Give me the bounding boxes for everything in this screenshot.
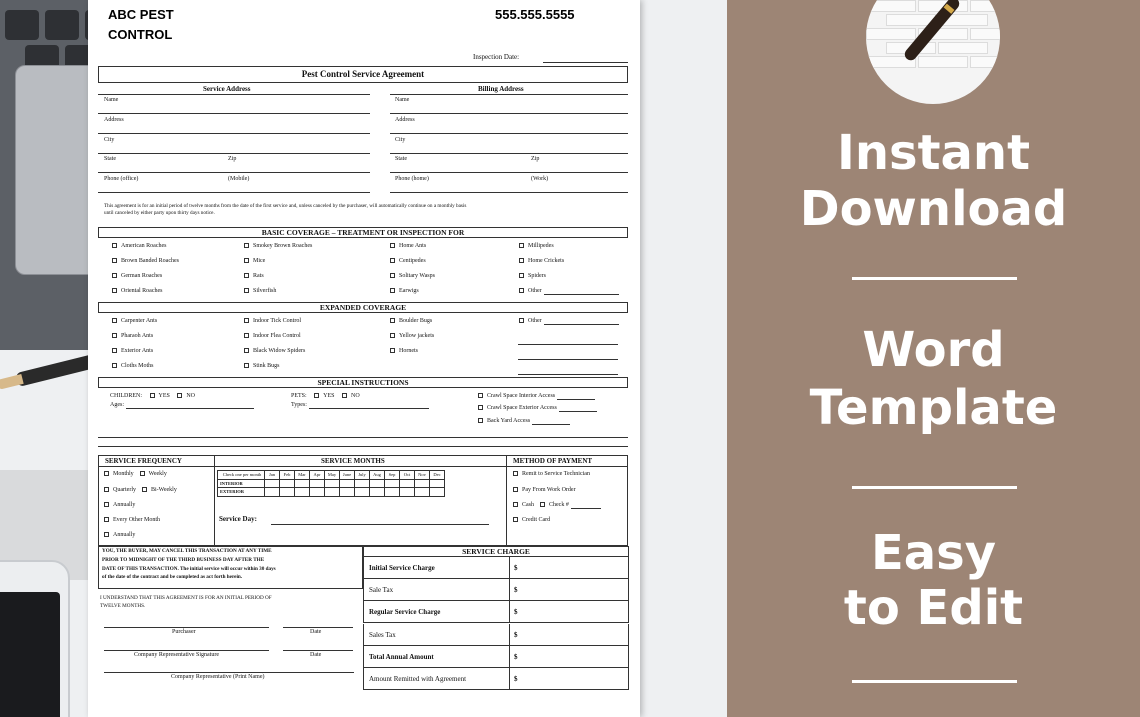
service-charge-row (363, 646, 629, 668)
service-charge-row (363, 601, 629, 623)
understand-statement: I UNDERSTAND THAT THIS AGREEMENT IS FOR AN INITIAL PERIOD OF TWELVE MONTHS. (100, 595, 272, 609)
checkbox[interactable] (244, 243, 249, 248)
coverage-item-label: Smokey Brown Roaches (253, 243, 313, 249)
coverage-item-label: Other (528, 318, 542, 324)
types-field[interactable] (309, 403, 429, 409)
coverage-item-label: Brown Banded Roaches (121, 258, 179, 264)
coverage-item-label: Silverfish (253, 288, 277, 294)
pay-from-work-checkbox[interactable] (513, 487, 518, 492)
month-cell[interactable] (340, 488, 355, 497)
service-charge-row (363, 668, 629, 690)
charge-label: Initial Service Charge (369, 564, 435, 572)
coverage-item[interactable] (112, 273, 162, 280)
purchaser-label: Purchaser (172, 629, 196, 635)
service-name-label: Name (104, 97, 119, 103)
bi-weekly-checkbox[interactable] (142, 487, 147, 492)
expanded-coverage-heading: EXPANDED COVERAGE (98, 302, 628, 313)
month-cell[interactable] (400, 479, 415, 488)
access-item[interactable]: Crawl Space Exterior Access (478, 405, 597, 412)
service-months-table (217, 470, 445, 497)
coverage-item[interactable] (112, 258, 179, 265)
inspection-date-label: Inspection Date: (473, 53, 520, 61)
rep-print-label: Company Representative (Print Name) (171, 674, 265, 680)
checkbox[interactable] (519, 273, 524, 278)
phone-office-label: Phone (office) (104, 176, 139, 182)
coverage-item[interactable] (519, 243, 554, 250)
checkbox[interactable] (244, 348, 249, 353)
coverage-item[interactable] (519, 288, 619, 295)
coverage-item-label: Other (528, 288, 542, 294)
month-cell[interactable] (385, 479, 400, 488)
purchaser-date-field[interactable] (283, 627, 353, 628)
coverage-item-label: Indoor Tick Control (253, 318, 302, 324)
coverage-item-label: Earwigs (399, 288, 419, 294)
month-header: Sep (385, 471, 400, 480)
month-cell[interactable] (400, 488, 415, 497)
charge-label: Total Annual Amount (369, 652, 434, 661)
ages-row: Ages: (110, 402, 254, 409)
children-no-checkbox[interactable] (177, 393, 182, 398)
service-day-field[interactable] (271, 524, 489, 525)
checkbox[interactable] (112, 288, 117, 293)
checkbox[interactable] (112, 348, 117, 353)
coverage-item-label: Home Ants (399, 243, 427, 249)
charge-label: Regular Service Charge (369, 608, 441, 617)
billing-zip-label: Zip (531, 156, 540, 162)
service-address-heading: Service Address (203, 85, 251, 93)
billing-state-zip-field[interactable] (390, 172, 628, 173)
company-phone: 555.555.5555 (495, 7, 575, 22)
rep-signature-label: Company Representative Signature (134, 652, 219, 658)
laptop-key (5, 10, 39, 40)
coverage-item-label: Cloths Moths (121, 363, 154, 369)
coverage-item[interactable] (112, 318, 157, 325)
coverage-item[interactable] (244, 318, 301, 325)
pets-no-checkbox[interactable] (342, 393, 347, 398)
coverage-item-label: Oriental Roaches (121, 288, 163, 294)
month-header: Aug (370, 471, 385, 480)
access-item[interactable]: Back Yard Access (478, 418, 570, 425)
check-one-label: Check one per month (218, 471, 265, 480)
service-charge-row (363, 624, 629, 646)
coverage-item-label: Stink Bugs (253, 363, 280, 369)
service-charge-heading: SERVICE CHARGE (363, 546, 629, 557)
billing-name-label: Name (395, 97, 410, 103)
charge-amount-field[interactable]: $ (514, 652, 518, 661)
month-header: Mar (295, 471, 310, 480)
coverage-item-label: Pharaoh Ants (121, 333, 154, 339)
coverage-item[interactable] (244, 363, 280, 370)
promo-line: Template (809, 380, 1058, 436)
checkbox[interactable] (244, 363, 249, 368)
charge-amount-field[interactable]: $ (514, 586, 518, 595)
purchaser-signature-field[interactable] (104, 627, 269, 628)
checkbox[interactable] (390, 288, 395, 293)
date-label-2: Date (310, 652, 322, 658)
service-name-field[interactable] (98, 113, 370, 114)
service-address-label: Address (104, 117, 124, 123)
coverage-item[interactable] (244, 258, 265, 265)
coverage-item[interactable] (519, 273, 546, 280)
service-charge-row (363, 579, 629, 601)
checkbox[interactable] (390, 243, 395, 248)
month-cell[interactable] (415, 488, 430, 497)
coverage-item-label: Rats (253, 273, 264, 279)
children-row: CHILDREN: YES NO (110, 393, 196, 399)
promo-line: Easy (870, 525, 997, 581)
checkbox[interactable] (390, 348, 395, 353)
coverage-item-label: Solitary Wasps (399, 273, 435, 279)
charge-amount-field[interactable]: $ (514, 608, 518, 617)
ages-field[interactable] (126, 403, 254, 409)
payment-heading: METHOD OF PAYMENT (513, 457, 593, 465)
cash-checkbox[interactable] (513, 502, 518, 507)
month-cell[interactable] (280, 488, 295, 497)
checkbox[interactable] (519, 318, 524, 323)
access-item[interactable]: Crawl Space Interior Access (478, 393, 595, 400)
promo-divider (852, 486, 1017, 489)
service-city-label: City (104, 137, 115, 143)
month-header: May (325, 471, 340, 480)
service-state-zip-field[interactable] (98, 172, 370, 173)
coverage-item-label: Millipedes (528, 243, 554, 249)
rep-signature-field[interactable] (104, 650, 269, 651)
types-row: Types: (291, 402, 429, 409)
coverage-item[interactable] (519, 318, 619, 325)
charge-amount-field[interactable]: $ (514, 564, 518, 572)
promo-line: to Edit (843, 580, 1024, 636)
month-cell[interactable] (265, 479, 280, 488)
service-months-heading: SERVICE MONTHS (321, 457, 385, 465)
service-phone-field[interactable] (98, 192, 370, 193)
coverage-item-label: Mice (253, 258, 266, 264)
charge-label: Amount Remitted with Agreement (369, 675, 467, 683)
coverage-item[interactable] (519, 258, 564, 265)
month-header: Apr (310, 471, 325, 480)
billing-state-label: State (395, 156, 407, 162)
charge-amount-field[interactable]: $ (514, 630, 518, 639)
billing-city-label: City (395, 137, 406, 143)
service-city-field[interactable] (98, 153, 370, 154)
coverage-item[interactable] (112, 363, 154, 370)
coverage-item[interactable] (390, 258, 426, 265)
charge-label: Sale Tax (369, 586, 394, 595)
coverage-item-label: Yellow jackets (399, 333, 435, 339)
checkbox[interactable] (244, 333, 249, 338)
checkbox[interactable] (244, 318, 249, 323)
coverage-item-label: Spiders (528, 273, 546, 279)
checkbox[interactable] (112, 273, 117, 278)
special-instructions-heading: SPECIAL INSTRUCTIONS (98, 377, 628, 388)
coverage-item[interactable] (112, 348, 153, 355)
coverage-item[interactable] (390, 348, 418, 355)
coverage-item[interactable] (112, 288, 162, 295)
charge-amount-field[interactable]: $ (514, 675, 518, 683)
coverage-item[interactable] (244, 243, 312, 250)
month-cell[interactable] (295, 488, 310, 497)
service-state-label: State (104, 156, 116, 162)
annually-checkbox[interactable] (104, 502, 109, 507)
coverage-item-label: American Roaches (121, 243, 167, 249)
month-cell[interactable] (310, 479, 325, 488)
interior-label: INTERIOR (218, 479, 265, 488)
month-cell[interactable] (325, 488, 340, 497)
checkbox[interactable] (244, 258, 249, 263)
schedule-block (98, 455, 628, 546)
month-header: Dec (430, 471, 445, 480)
every-other-month-checkbox[interactable] (104, 517, 109, 522)
service-frequency-heading: SERVICE FREQUENCY (105, 457, 182, 465)
checkbox[interactable] (112, 243, 117, 248)
promo-divider (852, 680, 1017, 683)
checkbox[interactable] (519, 258, 524, 263)
coverage-item[interactable] (390, 318, 432, 325)
company-name: ABC PEST CONTROL (108, 7, 174, 42)
billing-address-label: Address (395, 117, 415, 123)
checkbox[interactable] (390, 318, 395, 323)
promo-line: Instant (836, 125, 1031, 181)
cancellation-notice: YOU, THE BUYER, MAY CANCEL THIS TRANSACTION AT ANY TIME PRIOR TO MIDNIGHT OF THE THIRD BUSINESS DAY AFTER THE DATE OF THIS TRANSACTION. The initial service will occur within 30 days of the date of the contract and be completed as act forth herein. (102, 548, 276, 581)
month-cell[interactable] (280, 479, 295, 488)
checkbox[interactable] (112, 258, 117, 263)
laptop-key (45, 10, 79, 40)
annually-checkbox-2[interactable] (104, 532, 109, 537)
agreement-terms: This agreement is for an initial period of twelve months from the date of the first service and, unless canceled by the purchaser, will automatically continue on a monthly basis until canceled by either party upon thirty days notice. (104, 203, 467, 216)
pets-yes-checkbox[interactable] (314, 393, 319, 398)
interior-row (218, 479, 445, 488)
quarterly-checkbox[interactable] (104, 487, 109, 492)
phone-image (0, 560, 70, 717)
coverage-item[interactable] (244, 273, 264, 280)
checkbox[interactable] (390, 333, 395, 338)
promo-panel (727, 0, 1140, 717)
month-cell[interactable] (415, 479, 430, 488)
month-cell[interactable] (355, 479, 370, 488)
checkbox[interactable] (112, 333, 117, 338)
checkbox[interactable] (519, 243, 524, 248)
billing-name-field[interactable] (390, 113, 628, 114)
month-cell[interactable] (385, 488, 400, 497)
inspection-date-line[interactable] (543, 62, 628, 63)
month-cell[interactable] (370, 479, 385, 488)
coverage-item-label: Black Widow Spiders (253, 348, 306, 354)
month-cell[interactable] (325, 479, 340, 488)
weekly-checkbox[interactable] (140, 471, 145, 476)
coverage-item[interactable] (390, 288, 419, 295)
month-cell[interactable] (370, 488, 385, 497)
phone-home-label: Phone (home) (395, 176, 429, 182)
month-header: June (340, 471, 355, 480)
work-label: (Work) (531, 176, 549, 182)
exterior-label: EXTERIOR (218, 488, 265, 497)
coverage-item[interactable] (244, 333, 301, 340)
exterior-row (218, 488, 445, 497)
coverage-item[interactable] (244, 348, 305, 355)
checkbox[interactable] (519, 288, 524, 293)
month-header: Jan (265, 471, 280, 480)
month-cell[interactable] (430, 488, 445, 497)
monthly-checkbox[interactable] (104, 471, 109, 476)
checkbox[interactable] (390, 258, 395, 263)
charge-label: Sales Tax (369, 630, 396, 639)
billing-address-field[interactable] (390, 133, 628, 134)
coverage-item-label: Boulder Bugs (399, 318, 433, 324)
month-header: Feb (280, 471, 295, 480)
date-label: Date (310, 629, 322, 635)
rep-print-field[interactable] (104, 672, 354, 673)
coverage-item-label: Exterior Ants (121, 348, 154, 354)
checkbox[interactable] (112, 318, 117, 323)
month-header: Oct (400, 471, 415, 480)
service-address-field[interactable] (98, 133, 370, 134)
pets-row: PETS: YES NO (291, 393, 360, 399)
coverage-item[interactable] (244, 288, 276, 295)
check-checkbox[interactable] (540, 502, 545, 507)
credit-card-checkbox[interactable] (513, 517, 518, 522)
coverage-item-label: Carpenter Ants (121, 318, 158, 324)
coverage-item-label: German Roaches (121, 273, 163, 279)
billing-address-heading: Billing Address (478, 85, 524, 93)
coverage-item[interactable] (390, 273, 435, 280)
month-cell[interactable] (295, 479, 310, 488)
coverage-item[interactable] (112, 243, 166, 250)
service-zip-label: Zip (228, 156, 237, 162)
billing-phone-field[interactable] (390, 192, 628, 193)
checkbox[interactable] (244, 288, 249, 293)
coverage-item-label: Centipedes (399, 258, 426, 264)
promo-divider (852, 277, 1017, 280)
rep-date-field[interactable] (283, 650, 353, 651)
promo-line: Word (862, 322, 1005, 378)
month-cell[interactable] (430, 479, 445, 488)
month-header: July (355, 471, 370, 480)
billing-city-field[interactable] (390, 153, 628, 154)
coverage-item[interactable] (112, 333, 153, 340)
month-cell[interactable] (340, 479, 355, 488)
month-cell[interactable] (310, 488, 325, 497)
coverage-item[interactable] (390, 243, 426, 250)
agreement-document: ABC PEST CONTROL 555.555.5555 Inspection Date: Pest Control Service Agreement Service Address Billing Address Name Name Address Address City City State Zip State Zip Phone (office) (Mobile) Phone (home) (Work) This agreement is for an initial period of twelve months from the date of the first service and, unless canceled by the purchaser, will automatically continue on a monthly basis until canceled by either party upon thirty days notice. BASIC COVERAGE – TREATMENT OR INSPECTION FOR American Roaches Brown Banded Roaches German Roaches Oriental Roaches Smokey Brown Roaches Mice Rats Silverfish Home Ants Centipedes Solitary Wasps Earwigs Millipedes Home Crickets Spiders Other EXPANDED COVERAGE Carpenter Ants Pharaoh Ants Exterior Ants Cloths Moths Indoor Tick Control Indoor Flea Control Black Widow Spiders Stink Bugs Boulder Bugs Yellow jackets Hornets Other SPECIAL INSTRUCTIONS CHILDREN: YES NO Ages: PETS: YES NO Types: Crawl Space Interior Access Crawl Space Exterior Access Back Yard Access SERVICE FREQUENCY SERVICE MONTHS METHOD OF PAYMENT Monthly Weekly Quarterly Bi-Weekly Annually Every Other Month Annually Check one per month Jan Feb Mar Apr May June July Aug Sep Oct Nov Dec INTERIOR EXTERIOR Service Day: Remit to Service Technician Pay From Work Order Cash Check # Credit Card YOU, THE BUYER, MAY CANCEL THIS TRANSACTION AT ANY TIME PRIOR TO MIDNIGHT OF THE THIRD BUSINESS DAY AFTER THE DATE OF THIS TRANSACTION. The initial service will occur within 30 days of the date of the contract and be completed as act forth herein. I UNDERSTAND THAT THIS AGREEMENT IS FOR AN INITIAL PERIOD OF TWELVE MONTHS. Purchaser Date Company Representative Signature Date Company Representative (Print Name) SERVICE CHARGE Initial Service Charge $ Sale Tax $ Regular Service Charge $ Sales Tax $ Total Annual Amount $ Amount Remitted with Agreement $ (88, 0, 640, 717)
coverage-item-label: Home Crickets (528, 258, 565, 264)
checkbox[interactable] (390, 273, 395, 278)
checkbox[interactable] (112, 363, 117, 368)
month-cell[interactable] (265, 488, 280, 497)
coverage-item[interactable] (390, 333, 434, 340)
checkbox[interactable] (244, 273, 249, 278)
coverage-item-label: Indoor Flea Control (253, 333, 301, 339)
basic-coverage-heading: BASIC COVERAGE – TREATMENT OR INSPECTION FOR (98, 227, 628, 238)
form-title: Pest Control Service Agreement (98, 66, 628, 83)
mobile-label: (Mobile) (228, 176, 250, 182)
coverage-item-label: Hornets (399, 348, 418, 354)
promo-line: Download (799, 181, 1068, 237)
service-day-label: Service Day: (219, 515, 257, 523)
children-yes-checkbox[interactable] (150, 393, 155, 398)
month-cell[interactable] (355, 488, 370, 497)
month-header: Nov (415, 471, 430, 480)
pen-emblem (866, 0, 1000, 104)
remit-checkbox[interactable] (513, 471, 518, 476)
service-charge-row (363, 557, 629, 579)
